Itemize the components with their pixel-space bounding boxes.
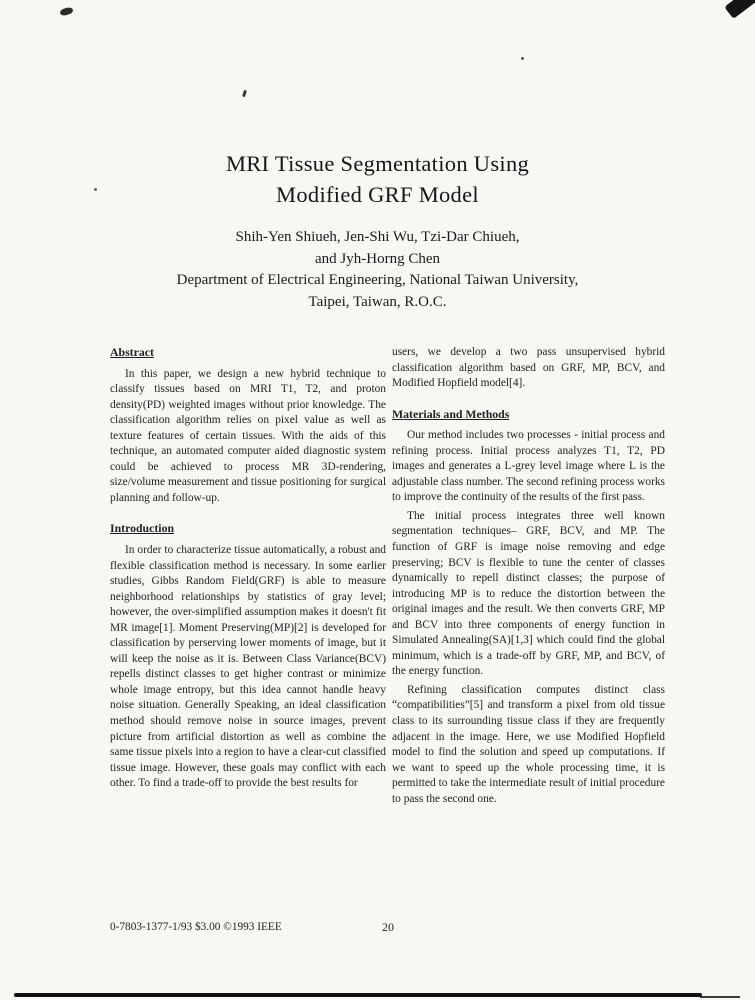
right-column [392, 345, 665, 810]
introduction-paragraph: In order to characterize tissue automatically, a robust and flexible classification method is necessary. In some earlier studies, Gibbs Random Field(GRF) is able to measure neighborhood relationships by statistics of gray level; however, the over-simplified assumption makes it doesn't fit MR image[1]. Moment Preserving(MP)[2] is developed for classification by perserving lower moments of image, but it will keep the noise as it is. Between Class Variance(BCV) repells distinct classes to get higher contrast or minimize whole image entropy, but this idea cannot handle heavy noise situation. Generally Speaking, an ideal classification method should remove noise in source images, prevent picture from artificial distortion as well as combine the same tissue pixels into a region to have a clear-cut classified tissue image. However, these goals may conflict with each other. To find a trade-off to provide the best results for [110, 544, 386, 790]
scan-artifact-bottom-line [700, 996, 740, 998]
scan-artifact-tick [242, 90, 247, 98]
abstract-paragraph: In this paper, we design a new hybrid technique to classify tissues based on MRI T1, T2, and proton density(PD) weighted images without prior knowledge. The classification algorithm relies on pixel value as well as texture features of certain tissues. With the aids of this technique, an automated computer aided diagnostic system could be achieved to process MR 3D-rendering, size/volume measurement and tissue positioning for surgical planning and follow-up. [110, 367, 386, 504]
affiliation-line-2: Taipei, Taiwan, R.O.C. [308, 293, 447, 310]
author-block [0, 227, 755, 313]
affiliation-line-1: Department of Electrical Engineering, National Taiwan University, [176, 272, 579, 288]
continuation-paragraph: users, we develop a two pass unsupervised hybrid classification algorithm based on GRF, MP, BCV, and Modified Hopfield model[4]. [392, 346, 665, 390]
methods-paragraph-3: Refining classification computes distinct class “compatibilities”[5] and transform a pixel from old tissue class to its surrounding tissue class if they are frequently adjacent in the image. Here, we use Modified Hopfield model to find the solution and speed up computations. If we want to speed up the whole processing time, it is permitted to take the intermediate result of initial procedure to pass the second one. [392, 683, 665, 805]
scan-artifact-top-right [724, 0, 755, 19]
paper-title-line-1: MRI Tissue Segmentation Using [225, 151, 530, 176]
scan-artifact-bottom-line [14, 993, 702, 997]
page-number: 20 [382, 920, 394, 934]
scan-artifact-speck [521, 57, 524, 60]
paper-header [0, 148, 755, 313]
introduction-heading: Introduction [110, 521, 175, 536]
copyright-notice: 0-7803-1377-1/93 $3.00 ©1993 IEEE [110, 921, 282, 933]
methods-paragraph-2: The initial process integrates three well known segmentation techniques– GRF, BCV, and MP. The function of GRF is image noise removing and edge preserving; BCV is flexible to tune the center of classes dynamically to repell distinct classes; the purpose of introducing MP is to reduce the distortion between the original images and the result. We then converts GRF, MP and BCV into three components of energy function in Simulated Annealing(SA)[1,3] which could find the global minimum, which is a trade-off by GRF, MP, and BCV, of the energy function. [392, 509, 665, 678]
methods-heading: Materials and Methods [392, 406, 510, 421]
scan-artifact-top-left [59, 7, 73, 17]
paper-title-line-2: Modified GRF Model [276, 182, 479, 207]
abstract-heading: Abstract [110, 345, 154, 359]
left-column [110, 345, 386, 795]
methods-paragraph-1: Our method includes two processes - initial process and refining process. Initial process analyzes T1, T2, PD images and generates a L-grey level image where L is the adjustable class number. The second refining process works to improve the continuity of the results of the first pass. [392, 429, 665, 504]
authors-line-1: Shih-Yen Shiueh, Jen-Shi Wu, Tzi-Dar Chiueh, [235, 229, 520, 245]
authors-line-2: and Jyh-Horng Chen [315, 250, 440, 267]
